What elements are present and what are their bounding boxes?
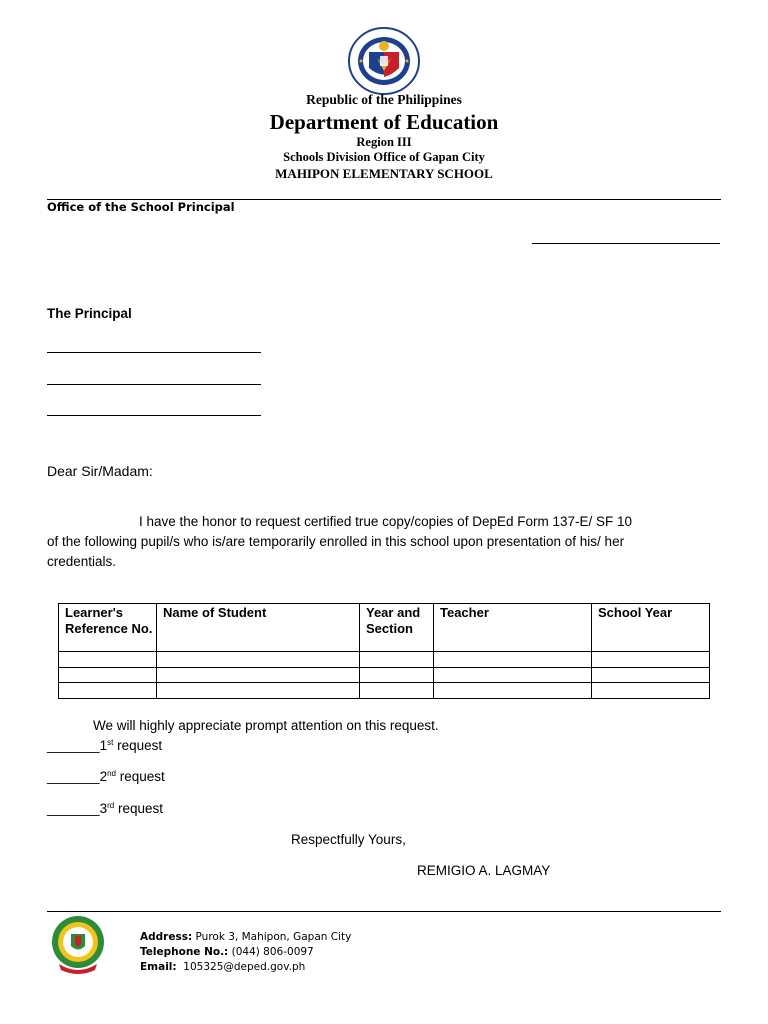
table-row [59,667,710,683]
footer-email [140,960,305,975]
table-row [59,652,710,668]
email-label: Email: [140,961,177,973]
request-3-number: 3 [99,801,108,816]
header-year-section: Year and Section [360,604,434,652]
division-line: Schools Division Office of Gapan City [283,150,485,164]
recipient-line-3 [47,415,261,416]
email-value[interactable]: 105325@deped.gov.ph [183,961,306,973]
request-3 [47,801,163,816]
body-line-1: I have the honor to request certified true copy/copies of DepEd Form 137-E/ SF 10 [139,514,633,529]
request-2-label: request [119,769,165,784]
request-3-suffix: rd [107,801,115,810]
phone-value: (044) 806-0097 [231,946,314,958]
phone-label: Telephone No.: [140,946,229,958]
department-title: Department of Education [269,110,499,134]
footer-divider [47,911,721,912]
header-school-year: School Year [592,604,710,652]
footer-address [140,930,351,945]
header-lrn: Learner's Reference No. [59,604,157,652]
recipient-line-2 [47,384,261,385]
school-logo-icon [51,914,105,974]
table-cell[interactable] [592,652,710,668]
table-header-row [59,604,710,652]
signatory-name: REMIGIO A. LAGMAY [417,863,551,878]
request-2-number: 2 [99,769,108,784]
republic-line: Republic of the Philippines [306,92,462,107]
table-row [59,683,710,699]
pupils-table [58,603,710,699]
address-label: Address: [140,931,193,943]
table-cell[interactable] [59,652,157,668]
header-teacher: Teacher [434,604,592,652]
salutation: Dear Sir/Madam: [47,463,153,479]
table-cell[interactable] [157,667,360,683]
table-cell[interactable] [360,667,434,683]
table-cell[interactable] [434,652,592,668]
recipient-line-1 [47,352,261,353]
body-line-2: of the following pupil/s who is/are temporarily enrolled in this school upon presentation of his/ her [47,534,625,549]
table-cell[interactable] [59,683,157,699]
school-name: MAHIPON ELEMENTARY SCHOOL [275,166,493,181]
request-2-blank: _______ [47,769,100,784]
table-cell[interactable] [592,667,710,683]
office-label: Office of the School Principal [47,200,235,214]
table-cell[interactable] [434,667,592,683]
table-cell[interactable] [360,683,434,699]
request-2 [47,769,165,784]
table-cell[interactable] [592,683,710,699]
request-3-label: request [117,801,163,816]
table-cell[interactable] [157,652,360,668]
closing: Respectfully Yours, [291,832,406,847]
request-1 [47,738,162,753]
header-student-name: Name of Student [157,604,360,652]
recipient-title: The Principal [47,306,132,321]
deped-seal-icon [347,26,421,96]
address-value: Purok 3, Mahipon, Gapan City [195,931,352,943]
date-blank [532,243,720,244]
body-line-3: credentials. [47,554,117,569]
table-cell[interactable] [434,683,592,699]
request-1-number: 1 [99,738,108,753]
request-2-suffix: nd [107,769,116,778]
appreciation-line: We will highly appreciate prompt attention on this request. [93,718,439,733]
region-line: Region III [356,135,412,149]
request-1-blank: _______ [47,738,100,753]
table-cell[interactable] [360,652,434,668]
request-1-label: request [117,738,163,753]
table-cell[interactable] [157,683,360,699]
footer-phone [140,945,314,960]
request-1-suffix: st [107,738,114,747]
table-cell[interactable] [59,667,157,683]
request-3-blank: _______ [47,801,100,816]
